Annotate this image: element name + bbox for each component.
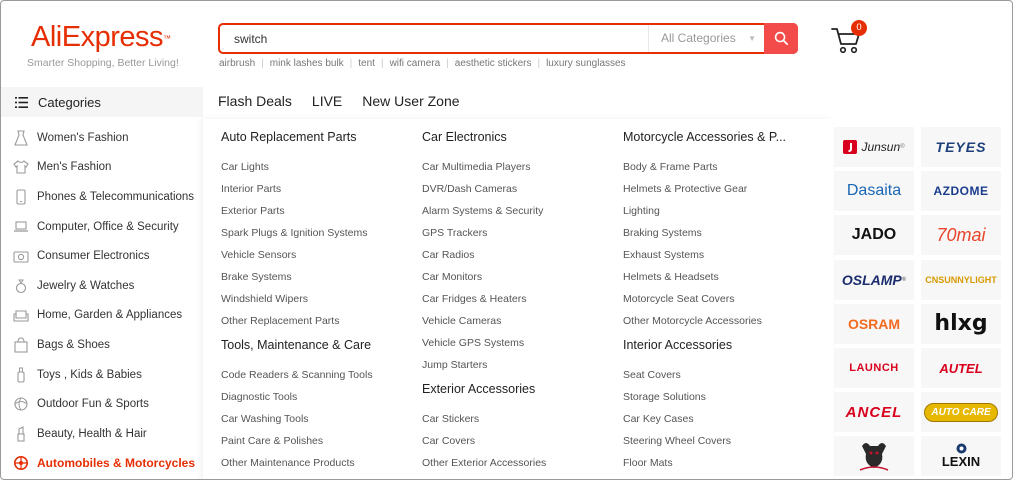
menu-link[interactable]: Other Replacement Parts xyxy=(221,315,340,327)
menu-icon xyxy=(15,97,28,108)
sidebar-item[interactable] xyxy=(1,389,211,419)
menu-link[interactable]: Car Multimedia Players xyxy=(422,161,531,173)
brand-name: CNSUNNYLIGHT xyxy=(925,274,997,285)
categories-title: Categories xyxy=(38,94,101,110)
brand-logo[interactable] xyxy=(921,304,1001,344)
menu-group-title[interactable]: Tools, Maintenance & Care xyxy=(221,338,372,352)
lexin-mark-icon xyxy=(956,443,967,454)
sidebar-item[interactable] xyxy=(1,241,211,271)
category-flyout-panel xyxy=(203,119,833,480)
sidebar-item[interactable] xyxy=(1,449,211,479)
categories-header[interactable] xyxy=(1,87,203,117)
camera-icon xyxy=(13,248,29,264)
sidebar-item-label: Beauty, Health & Hair xyxy=(37,427,147,440)
sidebar-item-label: Outdoor Fun & Sports xyxy=(37,398,149,411)
sidebar-item[interactable] xyxy=(1,360,211,390)
brand-name: ANCEL xyxy=(845,403,903,421)
nav-tab[interactable]: LIVE xyxy=(311,93,343,109)
menu-link[interactable]: Other Maintenance Products xyxy=(221,457,355,469)
menu-link[interactable]: Car Lights xyxy=(221,161,269,173)
menu-link[interactable]: DVR/Dash Cameras xyxy=(422,183,518,195)
menu-link[interactable]: Other Exterior Accessories xyxy=(422,457,547,469)
sidebar-item[interactable] xyxy=(1,330,211,360)
menu-link[interactable]: Car Covers xyxy=(422,435,476,447)
hot-search-link[interactable]: wifi camera xyxy=(389,58,441,69)
menu-link[interactable]: Alarm Systems & Security xyxy=(422,205,544,217)
brand-name: LAUNCH xyxy=(849,362,899,374)
brand-logo[interactable] xyxy=(834,348,914,388)
sidebar-item-label: Jewelry & Watches xyxy=(37,279,135,292)
brand-logo[interactable] xyxy=(834,436,914,476)
menu-link[interactable]: Diagnostic Tools xyxy=(221,391,298,403)
brand-logo[interactable] xyxy=(834,392,914,432)
hot-search-link[interactable]: aesthetic stickers xyxy=(454,58,532,69)
search-button[interactable] xyxy=(764,23,798,54)
hot-search-separator: | xyxy=(349,58,353,69)
brand-logo[interactable] xyxy=(921,260,1001,300)
brand-name: AUTEL xyxy=(939,360,983,376)
ball-icon xyxy=(13,396,29,412)
menu-link[interactable]: Steering Wheel Covers xyxy=(623,435,731,447)
brand-name: TEYES xyxy=(935,139,987,155)
brand-logo[interactable] xyxy=(921,171,1001,211)
menu-link[interactable]: Exhaust Systems xyxy=(623,249,705,261)
brand-logo[interactable] xyxy=(921,127,1001,167)
menu-group-title[interactable]: Car Electronics xyxy=(422,130,507,144)
category-select[interactable] xyxy=(648,25,766,52)
menu-link[interactable]: Car Stickers xyxy=(422,413,480,425)
sidebar-item-label: Computer, Office & Security xyxy=(37,220,179,233)
menu-link[interactable]: Body & Frame Parts xyxy=(623,161,718,173)
menu-link[interactable]: GPS Trackers xyxy=(422,227,488,239)
logo-text: AliExpress xyxy=(31,21,163,53)
brand-name: Dasaita xyxy=(846,182,902,200)
menu-link[interactable]: Car Washing Tools xyxy=(221,413,309,425)
sidebar-item-label: Phones & Telecommunications xyxy=(37,190,195,203)
menu-group-title[interactable]: Auto Replacement Parts xyxy=(221,130,357,144)
menu-link[interactable]: Exterior Parts xyxy=(221,205,285,217)
tagline: Smarter Shopping, Better Living! xyxy=(27,57,179,69)
sidebar-item[interactable] xyxy=(1,271,211,301)
sidebar-item-label: Bags & Shoes xyxy=(37,338,110,351)
menu-link[interactable]: Code Readers & Scanning Tools xyxy=(221,369,373,381)
hot-search-separator: | xyxy=(380,58,384,69)
lipstick-icon xyxy=(13,426,29,442)
sidebar-item[interactable] xyxy=(1,123,211,153)
menu-link[interactable]: Braking Systems xyxy=(623,227,702,239)
menu-group-title[interactable]: Motorcycle Accessories & P... xyxy=(623,130,787,144)
menu-link[interactable]: Car Monitors xyxy=(422,271,483,283)
category-select-value: All Categories xyxy=(661,31,736,45)
ring-icon xyxy=(13,278,29,294)
hot-search-link[interactable]: tent xyxy=(358,58,375,69)
menu-link[interactable]: Spark Plugs & Ignition Systems xyxy=(221,227,368,239)
brand-logo[interactable] xyxy=(921,392,1001,432)
hot-search-separator: | xyxy=(537,58,541,69)
menu-link[interactable]: Helmets & Headsets xyxy=(623,271,719,283)
menu-group-title[interactable]: Interior Accessories xyxy=(623,338,733,352)
junsun-mark-icon xyxy=(843,140,857,154)
brand-registered-mark: ® xyxy=(900,144,905,150)
brand-name: Junsun xyxy=(861,140,901,154)
menu-link[interactable]: Car Fridges & Heaters xyxy=(422,293,527,305)
menu-link[interactable]: Interior Parts xyxy=(221,183,282,195)
menu-link[interactable]: Helmets & Protective Gear xyxy=(623,183,748,195)
phone-icon xyxy=(13,189,29,205)
brand-name: LEXIN xyxy=(941,454,981,470)
search-input[interactable] xyxy=(220,25,648,52)
menu-link[interactable]: Floor Mats xyxy=(623,457,673,469)
hot-search-link[interactable]: luxury sunglasses xyxy=(546,58,626,69)
brand-name: hlxg xyxy=(934,311,988,337)
brand-logo[interactable] xyxy=(921,436,1001,476)
menu-link[interactable]: Jump Starters xyxy=(422,359,488,371)
brand-name: JADO xyxy=(851,226,897,244)
logo-trademark: ™ xyxy=(163,34,171,43)
hot-search-separator: | xyxy=(261,58,264,69)
menu-link[interactable]: Storage Solutions xyxy=(623,391,706,403)
menu-link[interactable]: Brake Systems xyxy=(221,271,292,283)
sidebar-item[interactable] xyxy=(1,301,211,331)
menu-link[interactable]: Vehicle Cameras xyxy=(422,315,502,327)
sidebar-item-label: Automobiles & Motorcycles xyxy=(37,456,196,471)
bottle-icon xyxy=(13,367,29,383)
menu-link[interactable]: Windshield Wipers xyxy=(221,293,308,305)
nav-tabs xyxy=(218,93,480,109)
brand-logo[interactable] xyxy=(834,171,914,211)
hot-search-link[interactable]: mink lashes bulk xyxy=(269,58,344,69)
sidebar-item[interactable] xyxy=(1,212,211,242)
brand-registered-mark: ® xyxy=(901,276,907,283)
hot-search-separator: | xyxy=(446,58,449,69)
menu-link[interactable]: Other Motorcycle Accessories xyxy=(623,315,762,327)
menu-link[interactable]: Seat Covers xyxy=(623,369,681,381)
wheel-icon xyxy=(13,455,29,471)
brand-name: AZDOME xyxy=(933,184,989,199)
brand-logo[interactable] xyxy=(921,348,1001,388)
bag-icon xyxy=(13,337,29,353)
hot-search-link[interactable]: airbrush xyxy=(219,58,256,69)
brand-name: 70mai xyxy=(936,224,986,245)
shirt-icon xyxy=(13,159,29,175)
sidebar-item-label: Men's Fashion xyxy=(37,161,112,174)
caret-down-icon: ▼ xyxy=(748,34,756,43)
sidebar-item-label: Toys , Kids & Babies xyxy=(37,368,142,381)
brand-name: OSRAM xyxy=(847,315,901,332)
brand-name: OSLAMP xyxy=(841,271,902,288)
menu-link[interactable]: Motorcycle Seat Covers xyxy=(623,293,735,305)
brand-logo[interactable] xyxy=(834,304,914,344)
brand-logo[interactable] xyxy=(921,215,1001,255)
sidebar-item-label: Home, Garden & Appliances xyxy=(37,309,183,322)
nav-tab[interactable]: Flash Deals xyxy=(218,93,292,109)
menu-link[interactable]: Vehicle GPS Systems xyxy=(422,337,525,349)
menu-link[interactable]: Lighting xyxy=(623,205,660,217)
sidebar-item[interactable] xyxy=(1,153,211,183)
search-icon xyxy=(774,31,789,46)
sidebar-item[interactable] xyxy=(1,182,211,212)
hot-searches xyxy=(219,58,626,69)
nav-tab[interactable]: New User Zone xyxy=(362,93,460,109)
brand-logo[interactable] xyxy=(834,127,914,167)
aliexpress-logo[interactable] xyxy=(31,21,171,53)
cart-count-badge: 0 xyxy=(851,20,867,36)
sidebar-item-label: Women's Fashion xyxy=(37,131,129,144)
category-sidebar xyxy=(1,123,211,478)
menu-link[interactable]: Vehicle Sensors xyxy=(221,249,297,261)
brand-logo[interactable] xyxy=(834,215,914,255)
menu-link[interactable]: Car Radios xyxy=(422,249,475,261)
laptop-icon xyxy=(13,219,29,235)
menu-group-title[interactable]: Exterior Accessories xyxy=(422,382,536,396)
sofa-icon xyxy=(13,307,29,323)
dress-icon xyxy=(13,130,29,146)
brand-name: AUTO CARE xyxy=(924,403,997,422)
search-bar xyxy=(218,23,798,54)
sidebar-item[interactable] xyxy=(1,419,211,449)
menu-link[interactable]: Paint Care & Polishes xyxy=(221,435,324,447)
sidebar-item-label: Consumer Electronics xyxy=(37,250,150,263)
bull-logo-icon xyxy=(854,438,894,475)
menu-link[interactable]: Car Key Cases xyxy=(623,413,694,425)
brand-logo[interactable] xyxy=(834,260,914,300)
